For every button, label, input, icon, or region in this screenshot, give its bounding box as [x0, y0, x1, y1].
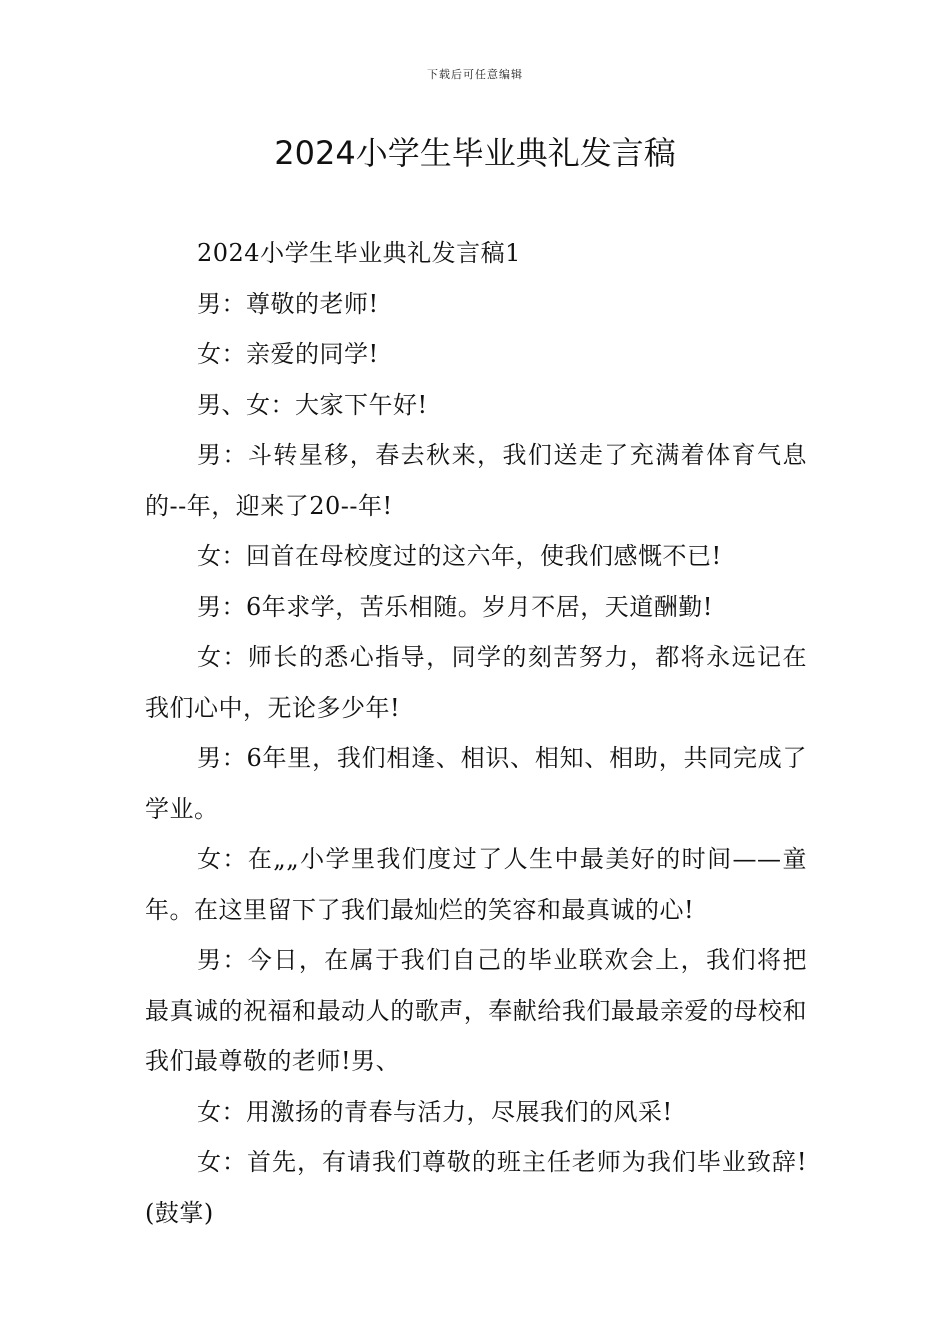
paragraph: 2024小学生毕业典礼发言稿1 — [197, 239, 521, 267]
paragraph: 男：6年求学，苦乐相随。岁月不居，天道酬勤! — [197, 592, 713, 621]
paragraph: 女：用激扬的青春与活力，尽展我们的风采! — [197, 1097, 673, 1126]
paragraph: 女：首先，有请我们尊敬的班主任老师为我们毕业致辞!(鼓掌) — [145, 1148, 807, 1227]
paragraph: 女：师长的悉心指导，同学的刻苦努力，都将永远记在我们心中，无论多少年! — [145, 643, 807, 722]
paragraph: 男：斗转星移，春去秋来，我们送走了充满着体育气息的--年，迎来了20--年! — [145, 441, 807, 520]
paragraph: 男：今日，在属于我们自己的毕业联欢会上，我们将把最真诚的祝福和最动人的歌声，奉献给我们最最亲爱的母校和我们最尊敬的老师!男、 — [145, 946, 807, 1075]
document-body — [145, 228, 807, 1238]
header-note: 下载后可任意编辑 — [427, 68, 523, 81]
paragraph: 男、女：大家下午好! — [197, 390, 428, 419]
document-title: 2024小学生毕业典礼发言稿 — [274, 134, 676, 172]
paragraph: 女：回首在母校度过的这六年，使我们感慨不已! — [197, 542, 722, 570]
paragraph: 女：亲爱的同学! — [197, 340, 379, 368]
paragraph: 男：6年里，我们相逢、相识、相知、相助，共同完成了学业。 — [145, 744, 807, 823]
paragraph: 男：尊敬的老师! — [197, 289, 379, 318]
paragraph: 女：在„„小学里我们度过了人生中最美好的时间——童年。在这里留下了我们最灿烂的笑容和最真诚的心! — [145, 845, 807, 924]
